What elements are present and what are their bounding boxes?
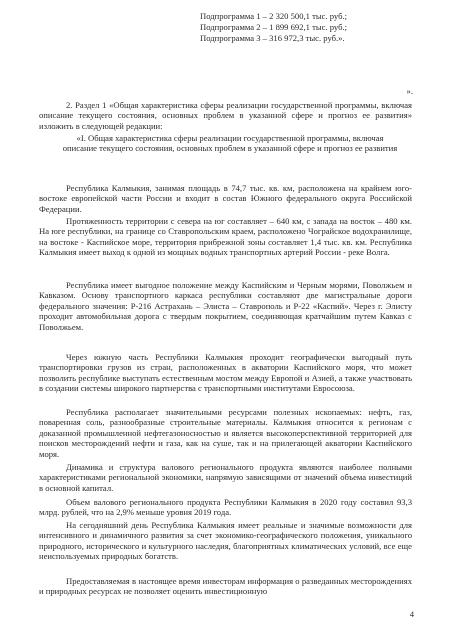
- body-paragraph-9: [39, 576, 412, 597]
- closing-quote-mark: ».: [406, 86, 413, 96]
- subprogram-line-3: Подпрограмма 3 – 316 972,3 тыс. руб.».: [200, 33, 345, 43]
- paragraph-text: Протяженность территории с севера на юг составляет – 640 км, с запада на восток – 480 км. На юге республики, на границе со Ставропольским краем, расположено Чограйское водохранилище, на востоке - Каспийское море, территория прибрежной зоны составляет 1,4 тыс. кв. км. Республика Калмыкия имеет выход к одной из мощных водных транспортных артерий России - реке Волга.: [39, 216, 412, 258]
- paragraph-text: Динамика и структура валового регионального продукта являются наиболее полными характеристиками региональной экономики, напрямую зависящими от значений объема инвестиций в основной капитал.: [39, 462, 412, 493]
- subprogram-line-1: Подпрограмма 1 – 2 320 500,1 тыс. руб.;: [200, 11, 348, 21]
- section-intro-paragraph: [39, 100, 412, 131]
- body-paragraph-2: [39, 216, 412, 258]
- paragraph-text: Республика располагает значительными ресурсами полезных ископаемых: нефть, газ, поваренная соль, разнообразные строительные материалы. Калмыкия относится к регионам с доказанной промышленной нефтегазоносностью и является высокоперспективной территорией для поисков месторождений нефти и газа, как на суше, так и на прилегающей акватории Каспийского моря.: [39, 407, 412, 459]
- paragraph-text: Республика имеет выгодное положение между Каспийским и Черным морями, Поволжьем и Кавказом. Основу транспортного каркаса республики составляют две магистральные дороги федерального значения: Р-216 Астрахань – Элиста – Ставрополь и Р-22 «Каспий». Через г. Элисту проходит автомобильная дорога с твердым покрытием, соединяющая кратчайшим путем Кавказ с Поволжьем.: [39, 280, 412, 332]
- body-paragraph-3: [39, 280, 412, 332]
- body-paragraph-6: [39, 462, 412, 493]
- body-paragraph-5: [39, 407, 412, 459]
- body-paragraph-4: [39, 352, 412, 394]
- paragraph-text: Через южную часть Республики Калмыкия проходит географически выгодный путь транспортировки грузов из стран, расположенных в акватории Каспийского моря, что может позволить республике выступать естественным мостом между Европой и Азией, а также участвовать в создании системы широкого партнерства с транспортными институтами Евросоюза.: [39, 352, 412, 394]
- section-intro-text: 2. Раздел 1 «Общая характеристика сферы реализации государственной программы, включая описание текущего состояния, основных проблем в указанной сфере и прогноз ее развития» изложить в следующей редакции:: [39, 100, 412, 131]
- body-paragraph-8: [39, 520, 412, 562]
- body-paragraph-7: [39, 497, 412, 518]
- paragraph-text: Республика Калмыкия, занимая площадь в 74,7 тыс. кв. км, расположена на крайнем юго-востоке европейской части России и входит в состав Южного федерального округа Российской Федерации.: [39, 183, 412, 214]
- paragraph-text: На сегодняшний день Республика Калмыкия имеет реальные и значимые возможности для интенсивного и динамичного развития за счет экономико-географического положения, уникального природного, исторического и культурного наследия, благоприятных климатических условий, все еще неиспользуемых природных богатств.: [39, 520, 412, 562]
- paragraph-text: Объем валового регионального продукта Республики Калмыкия в 2020 году составил 93,3 млрд. рублей, что на 2,9% меньше уровня 2019 года.: [39, 497, 412, 518]
- page-number: 4: [409, 609, 414, 619]
- paragraph-text: Предоставляемая в настоящее время инвесторам информация о разведанных месторождениях и природных ресурсах не позволяет оценить инвестиционную: [39, 576, 412, 597]
- section-title: «I. Общая характеристика сферы реализации государственной программы, включая описание текущего состояния, основных проблем в указанной сфере и прогноз ее развития: [62, 133, 398, 153]
- body-paragraph-1: [39, 183, 412, 214]
- subprogram-line-2: Подпрограмма 2 – 1 899 692,1 тыс. руб.;: [200, 22, 348, 32]
